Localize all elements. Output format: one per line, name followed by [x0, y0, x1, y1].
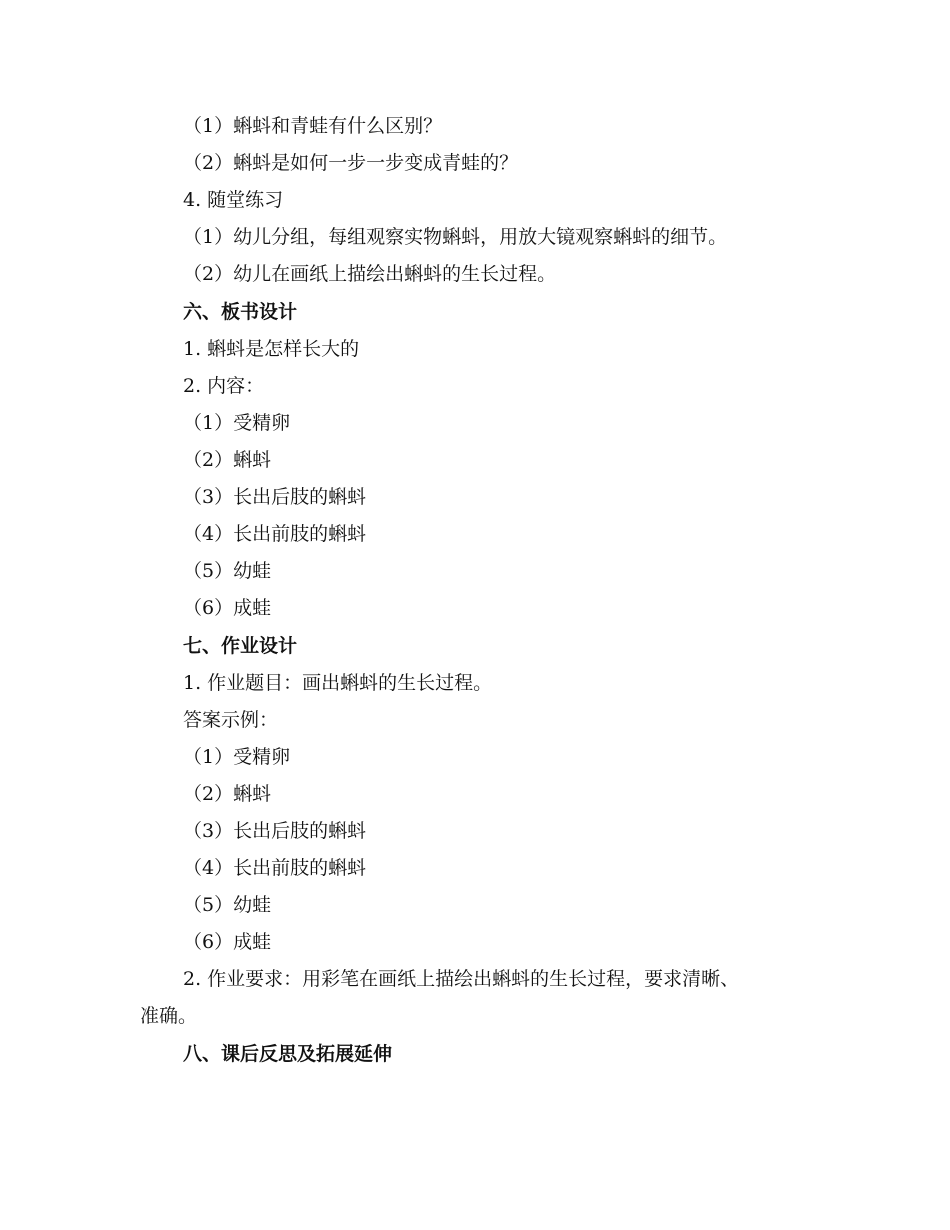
- board-item-2: 2. 内容：: [183, 375, 265, 397]
- answer-stage-4: （4）长出前肢的蝌蚪: [183, 857, 367, 879]
- answer-stage-2: （2）蝌蚪: [183, 783, 272, 805]
- homework-topic: 1. 作业题目：画出蝌蚪的生长过程。: [183, 672, 493, 694]
- question-1: （1）蝌蚪和青蛙有什么区别？: [183, 115, 443, 137]
- answer-stage-3: （3）长出后肢的蝌蚪: [183, 820, 367, 842]
- board-stage-3: （3）长出后肢的蝌蚪: [183, 486, 367, 508]
- board-stage-2: （2）蝌蚪: [183, 449, 272, 471]
- board-stage-6: （6）成蛙: [183, 597, 272, 619]
- board-stage-5: （5）幼蛙: [183, 560, 272, 582]
- question-2: （2）蝌蚪是如何一步一步变成青蛙的？: [183, 152, 519, 174]
- answer-stage-6: （6）成蛙: [183, 931, 272, 953]
- homework-requirement-cont: 准确。: [140, 1005, 198, 1027]
- practice-item-1: （1）幼儿分组，每组观察实物蝌蚪，用放大镜观察蝌蚪的细节。: [183, 226, 728, 248]
- section-practice: 4. 随堂练习: [183, 189, 284, 211]
- board-item-1: 1. 蝌蚪是怎样长大的: [183, 338, 360, 360]
- heading-homework: 七、作业设计: [183, 635, 298, 657]
- homework-requirement: 2. 作业要求：用彩笔在画纸上描绘出蝌蚪的生长过程，要求清晰、: [183, 968, 740, 990]
- heading-reflection: 八、课后反思及拓展延伸: [183, 1043, 393, 1065]
- practice-item-2: （2）幼儿在画纸上描绘出蝌蚪的生长过程。: [183, 263, 557, 285]
- answer-example-label: 答案示例：: [183, 709, 279, 731]
- answer-stage-1: （1）受精卵: [183, 746, 291, 768]
- answer-stage-5: （5）幼蛙: [183, 894, 272, 916]
- heading-board-design: 六、板书设计: [183, 301, 298, 323]
- board-stage-4: （4）长出前肢的蝌蚪: [183, 523, 367, 545]
- board-stage-1: （1）受精卵: [183, 412, 291, 434]
